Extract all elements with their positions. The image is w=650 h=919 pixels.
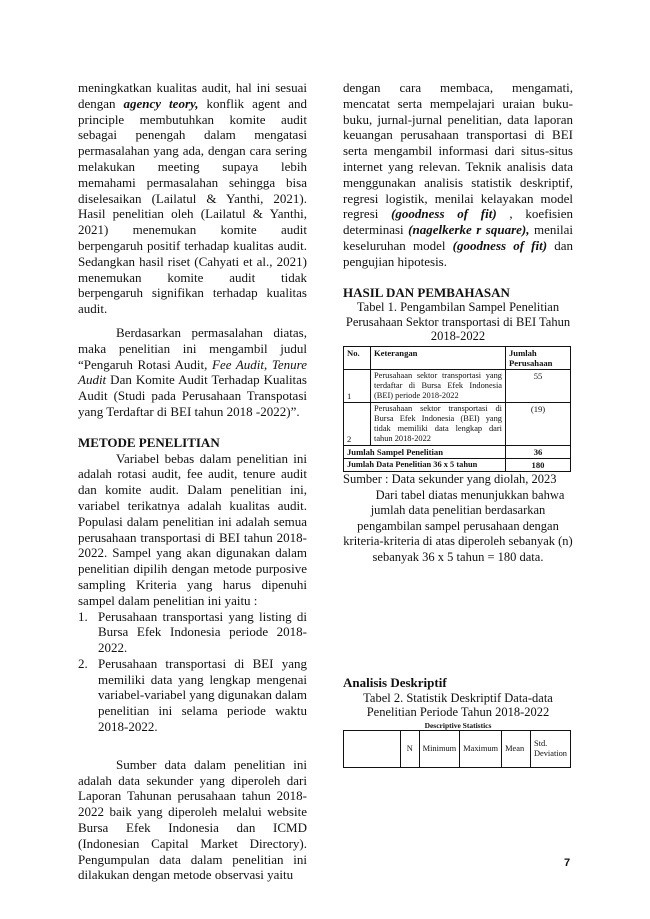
- table-cell: 55: [506, 369, 571, 402]
- list-item: [78, 656, 307, 735]
- sample-table: [343, 346, 571, 472]
- table-row: [344, 402, 571, 445]
- table-header: Mean: [502, 730, 531, 767]
- text-run: dengan cara membaca, mengamati, mencatat serta mempelajari uraian buku-buku, jurnal-jurnal penelitian, data laporan keuangan perusahaan transportasi di BEI serta mengambil informasi dari situs-situs internet yang relevan. Teknik analisis data menggunakan analisis statistik deskriptif, regresi logistik, menilai kelayakan model regresi: [343, 80, 573, 222]
- heading-metode: METODE PENELITIAN: [78, 434, 220, 450]
- text-run: Dan Komite Audit Terhadap Kualitas Audit (Studi pada Perusahaan Transpotasi yang Terdaftar di BEI tahun 2018 -2022)”.: [78, 372, 307, 419]
- table-total-row: [344, 458, 571, 471]
- table-total-row: [344, 445, 571, 458]
- table1-caption: Tabel 1. Pengambilan Sampel Penelitian Perusahaan Sektor transportasi di BEI Tahun 2018-2022: [345, 300, 571, 344]
- left-column: [78, 80, 307, 883]
- table-header: Std. Deviation: [530, 730, 570, 767]
- table-header: N: [400, 730, 419, 767]
- descriptive-table: [343, 730, 571, 768]
- table-header: Minimum: [419, 730, 460, 767]
- text-emphasis: Fee Audit: [212, 356, 264, 372]
- list-number: 1.: [78, 608, 88, 624]
- text-emphasis: (goodness of fit): [452, 237, 548, 253]
- text-emphasis: (goodness of fit): [391, 206, 497, 222]
- heading-analisis: Analisis Deskriptif: [343, 675, 447, 691]
- text-emphasis: agency teory,: [123, 95, 199, 111]
- text-run: menilai keseluruhan model: [343, 222, 573, 253]
- table-cell: Jumlah Data Penelitian 36 x 5 tahun: [344, 458, 506, 471]
- table-header: Jumlah Perusahaan: [506, 346, 571, 369]
- text-emphasis: (nagelkerke r square),: [408, 222, 530, 238]
- text-run: Berdasarkan permasalahan diatas, maka penelitian ini mengambil judul “Pengaruh Rotasi Audit,: [78, 324, 307, 372]
- table-header: [344, 730, 401, 767]
- list-text: Perusahaan transportasi di BEI yang memiliki data yang lengkap mengenai variabel-variabel yang digunakan dalam penelitian ini selama periode waktu 2018-2022.: [98, 655, 307, 735]
- table-header-row: [344, 346, 571, 369]
- list-text: Perusahaan transportasi yang listing di Bursa Efek Indonesia periode 2018-2022.: [98, 608, 307, 656]
- right-column: [343, 80, 573, 768]
- paragraph-variabel: Variabel bebas dalam penelitian ini adalah rotasi audit, fee audit, tenure audit dan komite audit. Dalam penelitian ini, variabel terikatnya adalah kualitas audit. Populasi dalam penelitian ini adalah semua perusahaan transportasi di BEI tahun 2018-2022. Sampel yang akan digunakan dalam penelitian dipilih dengan metode purposive sampling Kriteria yang harus dipenuhi sampel dalam penelitian ini yaitu :: [78, 450, 307, 608]
- text-emphasis: Tenure Audit: [78, 356, 307, 388]
- table-cell: 2: [344, 402, 371, 445]
- table-header-row: [344, 730, 571, 767]
- text-run: konflik agent and principle membutuhkan komite audit sebagai penengah dalam mengatasi permasalahan yang ada, dengan cara sering melakukan meeting supaya lebih memahami permasalahan sehingga bisa diselesaikan (Lailatul & Yanthi, 2021). Hasil penelitian oleh (Lailatul & Yanthi, 2021) menemukan komite audit berpengaruh positif terhadap kualitas audit. Sedangkan hasil riset (Cahyati et al., 2021) menemukan komite audit tidak berpengaruh signifikan terhadap kualitas audit.: [78, 95, 307, 317]
- paragraph-agency: [78, 80, 307, 317]
- table2-caption: Tabel 2. Statistik Deskriptif Data-data Penelitian Periode Tahun 2018-2022: [363, 690, 553, 720]
- table-header: No.: [344, 346, 371, 369]
- list-number: 2.: [78, 655, 88, 671]
- paragraph-judul: [78, 325, 307, 420]
- text-run: dan pengujian hipotesis.: [343, 237, 573, 269]
- paragraph-tabel: Dari tabel diatas menunjukkan bahwa jumlah data penelitian berdasarkan pengambilan sampel perusahaan dengan kriteria-kriteria di atas diperoleh sebanyak (n) sebanyak 36 x 5 tahun = 180 data.: [343, 487, 573, 564]
- criteria-list: [78, 609, 307, 735]
- text-run: , koefisien determinasi: [343, 206, 573, 238]
- table-cell: 36: [506, 445, 571, 458]
- paragraph-sumber: Sumber data dalam penelitian ini adalah data sekunder yang diperoleh dari Laporan Tahunan perusahaan tahun 2018-2022 baik yang diperoleh melalui website Bursa Efek Indonesia dan ICMD (Indonesian Capital Market Directory). Pengumpulan data dalam penelitian ini dilakukan dengan metode observasi yaitu: [78, 756, 307, 883]
- list-item: [78, 609, 307, 656]
- paragraph-teknik: [343, 80, 573, 270]
- table-cell: 1: [344, 369, 371, 402]
- table1-source: Sumber : Data sekunder yang diolah, 2023: [343, 471, 557, 486]
- table-cell: (19): [506, 402, 571, 445]
- text-run: meningkatkan kualitas audit, hal ini sesuai dengan: [78, 80, 307, 111]
- page-number: 7: [564, 857, 571, 869]
- table-cell: Jumlah Sampel Penelitian: [344, 445, 506, 458]
- text-run: ,: [264, 356, 272, 372]
- heading-hasil: HASIL DAN PEMBAHASAN: [343, 284, 510, 300]
- table-header: Keterangan: [371, 346, 506, 369]
- table-row: [344, 369, 571, 402]
- table2-subtitle: Descriptive Statistics: [424, 720, 492, 730]
- table-cell: 180: [506, 458, 571, 471]
- table-header: Maximum: [460, 730, 502, 767]
- table-cell: Perusahaan sektor transportasi yang terdaftar di Bursa Efek Indonesia (BEI) periode 2018-2022: [371, 369, 506, 402]
- table-cell: Perusahaan sektor transportasi di Bursa Efek Indonesia (BEI) yang tidak memiliki data lengkap dari tahun 2018-2022: [371, 402, 506, 445]
